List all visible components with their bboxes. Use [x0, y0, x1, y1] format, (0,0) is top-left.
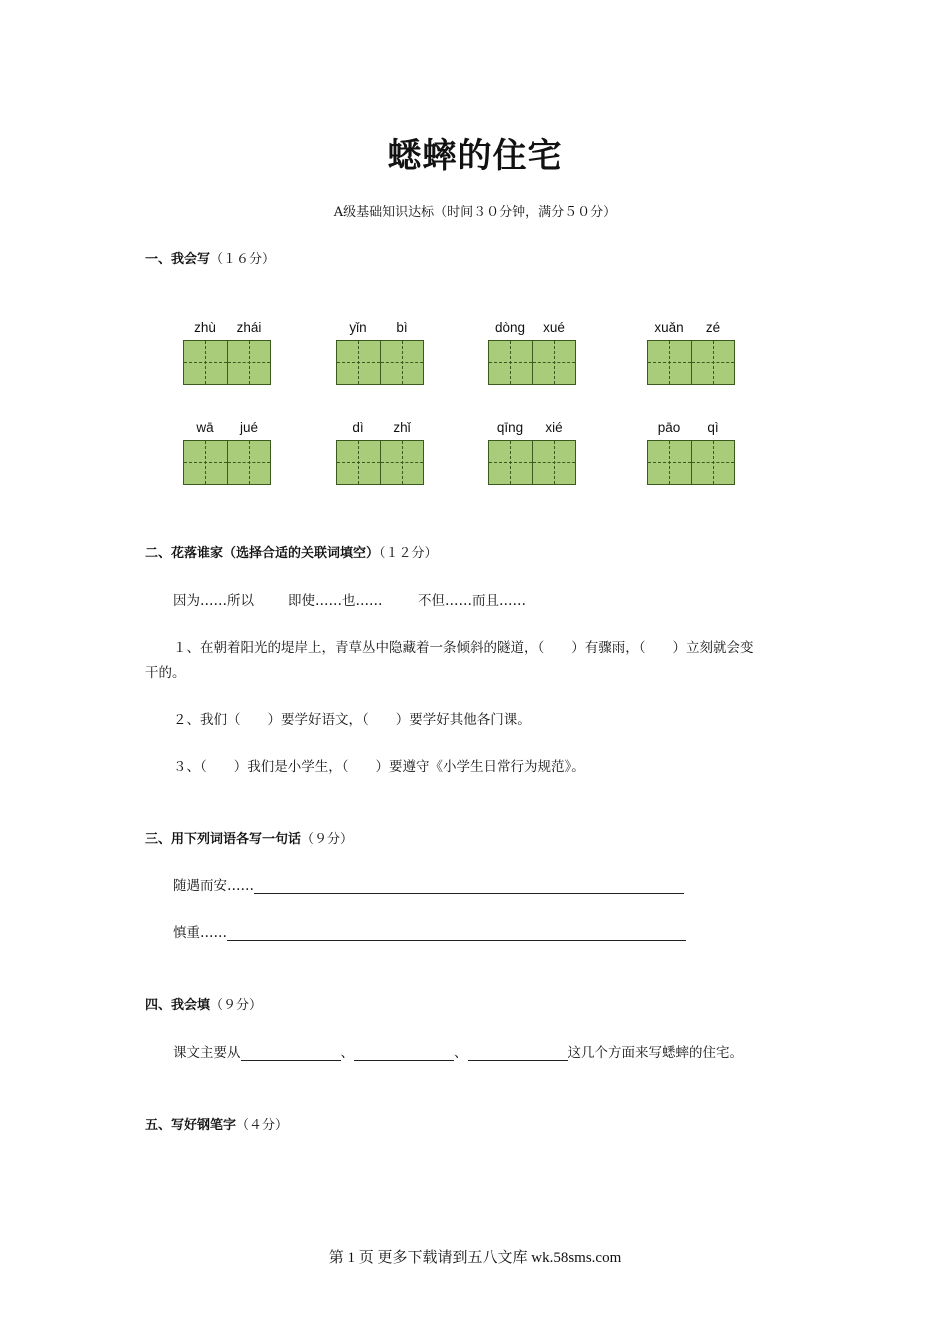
section5-header — [145, 1114, 288, 1133]
pinyin: yǐn — [349, 320, 367, 335]
sentence-item-2 — [173, 921, 686, 941]
question-1-line2: 干的。 — [145, 665, 186, 681]
fill-suffix: 这几个方面来写蟋蟀的住宅。 — [567, 1045, 743, 1061]
question-3: ３、（ ）我们是小学生，（ ）要遵守《小学生日常行为规范》。 — [173, 759, 585, 775]
section4-header — [145, 994, 262, 1013]
option-2: 即使……也…… — [288, 593, 383, 609]
tianzige-grid[interactable] — [488, 340, 576, 385]
sentence-item-1-label: 随遇而安…… — [173, 878, 254, 894]
grid-cell[interactable] — [648, 341, 691, 384]
pinyin: wā — [196, 420, 214, 435]
fill-blank[interactable] — [241, 1046, 341, 1061]
section3-score: （９分） — [301, 832, 354, 847]
grid-cell[interactable] — [227, 441, 270, 484]
grid-cell[interactable] — [532, 441, 575, 484]
pinyin: zé — [705, 320, 721, 335]
section1-header — [145, 248, 275, 267]
section4-heading: 四、我会填 — [145, 998, 211, 1013]
section4-score: （９分） — [210, 998, 263, 1013]
pinyin: xué — [543, 320, 565, 335]
grid-cell[interactable] — [489, 441, 532, 484]
section2-score: （１２分） — [379, 546, 438, 561]
pinyin: bì — [396, 320, 408, 335]
pinyin: xuǎn — [654, 320, 684, 335]
pinyin: jué — [239, 420, 258, 435]
tianzige-grid[interactable] — [336, 340, 424, 385]
grid-cell[interactable] — [489, 341, 532, 384]
pinyin: zhái — [236, 320, 262, 335]
grid-cell[interactable] — [691, 341, 734, 384]
tianzige-grid[interactable] — [647, 440, 735, 485]
pinyin: dì — [352, 420, 364, 435]
grid-cell[interactable] — [648, 441, 691, 484]
pinyin: dòng — [494, 320, 526, 335]
tianzige-grid[interactable] — [336, 440, 424, 485]
fill-blank[interactable] — [468, 1046, 568, 1061]
section2-header — [145, 542, 438, 561]
page-title: 蟋蟀的住宅 — [387, 136, 563, 176]
tianzige-grid[interactable] — [183, 340, 271, 385]
grid-cell[interactable] — [337, 341, 380, 384]
option-3: 不但……而且…… — [418, 593, 526, 609]
pinyin: xié — [545, 420, 563, 435]
tianzige-grid[interactable] — [488, 440, 576, 485]
pinyin: zhǐ — [393, 420, 411, 435]
sentence-item-2-label: 慎重…… — [173, 925, 227, 941]
fill-prefix: 课文主要从 — [173, 1045, 241, 1061]
option-1: 因为……所以 — [173, 593, 254, 609]
tianzige-grid[interactable] — [183, 440, 271, 485]
page-footer: 第 1 页 更多下载请到五八文库 wk.58sms.com — [328, 1250, 622, 1266]
grid-cell[interactable] — [337, 441, 380, 484]
grid-cell[interactable] — [184, 441, 227, 484]
pinyin: qì — [707, 420, 719, 435]
answer-line[interactable] — [227, 926, 686, 941]
section5-heading: 五、写好钢笔字 — [145, 1118, 237, 1133]
section1-score: （１６分） — [210, 252, 276, 267]
page-subtitle: A级基础知识达标（时间３０分钟，满分５０分） — [333, 205, 617, 220]
section2-heading: 二、花落谁家（选择合适的关联词填空） — [145, 546, 380, 561]
grid-cell[interactable] — [691, 441, 734, 484]
grid-cell[interactable] — [532, 341, 575, 384]
grid-cell[interactable] — [380, 341, 423, 384]
pinyin: zhù — [194, 320, 216, 335]
fill-blank[interactable] — [354, 1046, 454, 1061]
tianzige-grid[interactable] — [647, 340, 735, 385]
grid-cell[interactable] — [227, 341, 270, 384]
section5-score: （４分） — [236, 1118, 289, 1133]
sentence-item-1 — [173, 874, 684, 894]
fill-sentence — [173, 1041, 743, 1061]
grid-cell[interactable] — [380, 441, 423, 484]
grid-cell[interactable] — [184, 341, 227, 384]
fill-separator: 、 — [340, 1045, 354, 1061]
pinyin: qīng — [496, 420, 524, 435]
answer-line[interactable] — [254, 879, 684, 894]
section3-header — [145, 828, 353, 847]
section1-heading: 一、我会写 — [145, 252, 211, 267]
question-2: ２、我们（ ）要学好语文，（ ）要学好其他各门课。 — [173, 712, 531, 728]
pinyin: pāo — [657, 420, 681, 435]
fill-separator: 、 — [454, 1045, 468, 1061]
section3-heading: 三、用下列词语各写一句话 — [145, 832, 302, 847]
question-1-line1: １、在朝着阳光的堤岸上，青草丛中隐藏着一条倾斜的隧道，（ ）有骤雨，（ ）立刻就会变 — [173, 640, 754, 656]
